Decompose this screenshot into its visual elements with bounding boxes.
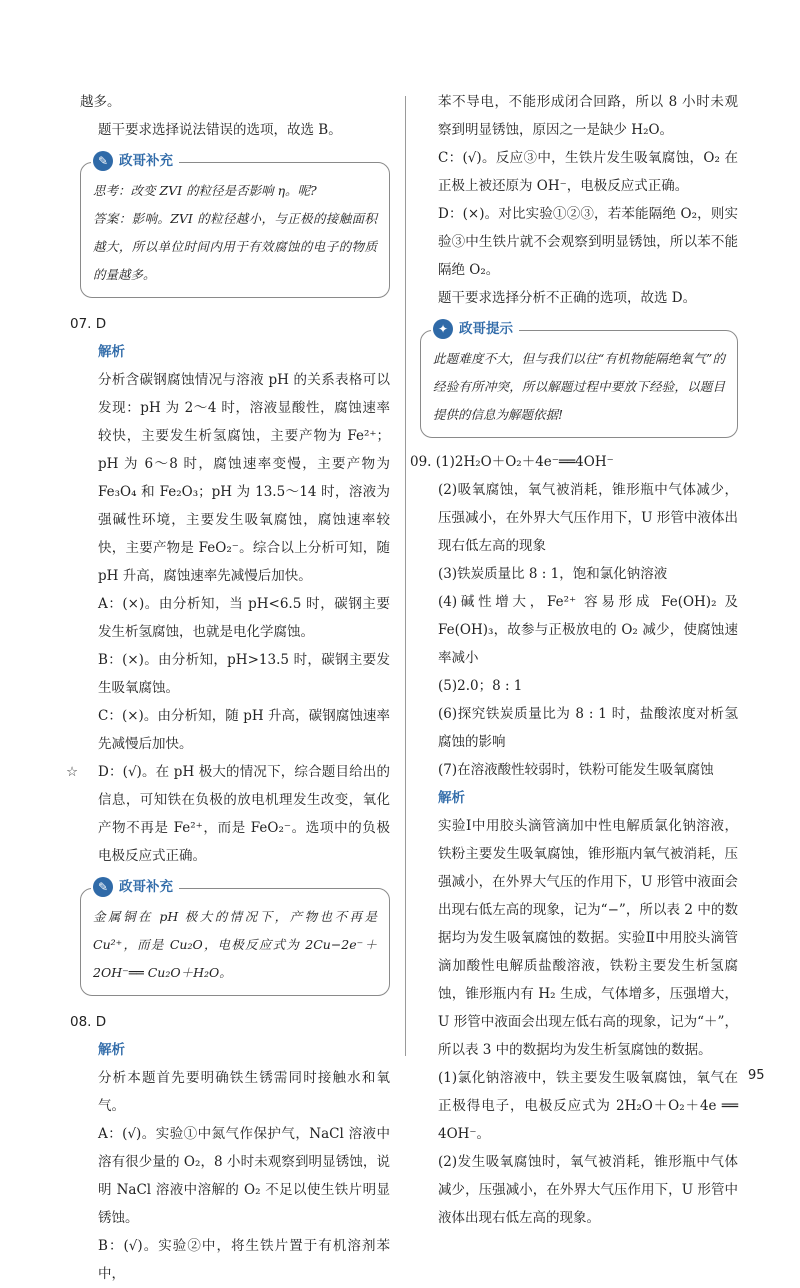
text-paragraph: 题干要求选择分析不正确的选项，故选 D。 xyxy=(438,290,697,306)
lightbulb-icon: ✦ xyxy=(433,319,453,339)
answer-line: (5)2.0；8 : 1 xyxy=(438,678,523,694)
answer-line: (3)铁炭质量比 8 : 1，饱和氯化钠溶液 xyxy=(438,566,668,582)
option-explanation xyxy=(66,758,390,870)
text-paragraph: 分析本题首先要明确铁生锈需同时接触水和氧气。 xyxy=(98,1070,390,1114)
text-paragraph: 实验Ⅰ中用胶头滴管滴加中性电解质氯化钠溶液，铁粉主要发生吸氧腐蚀，锥形瓶内氧气被消耗，压强减小，在外界大气压的作用下，U 形管中液面会出现右低左高的现象，记为“−”，所以表 2 中的数据均为发生吸氧腐蚀的数据。实验Ⅱ中用胶头滴管滴加酸性电解质盐酸溶液，铁粉主要发生析氢腐蚀，锥形瓶内有 H₂ 生成，气体增多，压强增大，U 形管中液面会出现左低右高的现象，记为“＋”，所以表 3 中的数据均为发生析氢腐蚀的数据。 xyxy=(438,818,738,1058)
note-icon: ✎ xyxy=(93,877,113,897)
answer-line: (7)在溶液酸性较弱时，铁粉可能发生吸氧腐蚀 xyxy=(438,762,714,778)
answer-line: 09. (1)2H₂O＋O₂＋4e⁻══4OH⁻ xyxy=(410,454,614,470)
column-divider xyxy=(405,96,406,1056)
question-number: 08. D xyxy=(70,1014,107,1030)
note-icon: ✎ xyxy=(93,151,113,171)
option-explanation: B：(×)。由分析知，pH>13.5 时，碳钢主要发生吸氧腐蚀。 xyxy=(98,652,390,696)
tip-text: 金属铜在 pH 极大的情况下，产物也不再是 Cu²⁺，而是 Cu₂O，电极反应式为 2Cu−2e⁻＋2OH⁻══ Cu₂O＋H₂O。 xyxy=(93,909,377,980)
tip-box-title xyxy=(91,876,179,898)
right-column xyxy=(410,88,738,1232)
option-text: D：(√)。在 pH 极大的情况下，综合题目给出的信息，可知铁在负极的放电机理发生改变，氧化产物不再是 Fe²⁺，而是 FeO₂⁻。选项中的负极电极反应式正确。 xyxy=(98,764,390,864)
tip-box-label: 政哥补充 xyxy=(119,153,173,169)
left-column xyxy=(66,88,390,1288)
option-explanation: C：(×)。由分析知，随 pH 升高，碳钢腐蚀速率先减慢后加快。 xyxy=(98,708,390,752)
option-explanation: D：(×)。对比实验①②③，若苯能隔绝 O₂，则实验③中生铁片就不会观察到明显锈蚀，所以苯不能隔绝 O₂。 xyxy=(438,206,738,278)
answer-line: (6)探究铁炭质量比为 8 : 1 时，盐酸浓度对析氢腐蚀的影响 xyxy=(438,706,738,750)
tip-text: 答案：影响。ZVI 的粒径越小，与正极的接触面积越大，所以单位时间内用于有效腐蚀的电子的物质的量越多。 xyxy=(93,211,377,282)
analysis-heading: 解析 xyxy=(98,1042,125,1058)
tip-box-title xyxy=(91,150,179,172)
text-paragraph: 苯不导电，不能形成闭合回路，所以 8 小时未观察到明显锈蚀，原因之一是缺少 H₂O。 xyxy=(438,94,738,138)
answer-line: (2)吸氧腐蚀，氧气被消耗，锥形瓶中气体减少，压强减小，在外界大气压作用下，U 形管中液体出现右低左高的现象 xyxy=(438,482,738,554)
text-paragraph: 题干要求选择说法错误的选项，故选 B。 xyxy=(98,122,342,138)
page-number: 95 xyxy=(748,1068,765,1083)
tip-box xyxy=(80,879,390,996)
option-explanation: B：(√)。实验②中，将生铁片置于有机溶剂苯中， xyxy=(98,1238,390,1282)
analysis-heading: 解析 xyxy=(98,344,125,360)
tip-box xyxy=(80,153,390,298)
tip-text: 思考：改变 ZVI 的粒径是否影响 η。呢? xyxy=(93,183,317,198)
hint-box xyxy=(420,321,738,438)
text-paragraph: (2)发生吸氧腐蚀时，氧气被消耗，锥形瓶中气体减少，压强减小，在外界大气压作用下，U 形管中液体出现右低左高的现象。 xyxy=(438,1154,738,1226)
analysis-heading: 解析 xyxy=(438,790,465,806)
option-explanation: A：(√)。实验①中氮气作保护气，NaCl 溶液中溶有很少量的 O₂，8 小时未观察到明显锈蚀，说明 NaCl 溶液中溶解的 O₂ 不足以使生铁片明显锈蚀。 xyxy=(98,1126,390,1226)
text-paragraph: 越多。 xyxy=(80,94,121,110)
star-icon: ☆ xyxy=(66,764,79,780)
answer-line: (4)碱性增大，Fe²⁺ 容易形成 Fe(OH)₂ 及 Fe(OH)₃，故参与正极放电的 O₂ 减少，使腐蚀速率减小 xyxy=(438,594,738,666)
hint-box-title xyxy=(431,318,519,340)
question-number: 07. D xyxy=(70,316,107,332)
tip-box-label: 政哥补充 xyxy=(119,879,173,895)
text-paragraph: 分析含碳钢腐蚀情况与溶液 pH 的关系表格可以发现：pH 为 2～4 时，溶液显酸性，腐蚀速率较快，主要发生析氢腐蚀，主要产物为 Fe²⁺；pH 为 6～8 时，腐蚀速率变慢，主要产物为 Fe₃O₄ 和 Fe₂O₃；pH 为 13.5～14 时，溶液为强碱性环境，主要发生吸氧腐蚀，腐蚀速率较快，主要产物是 FeO₂⁻。综合以上分析可知，随 pH 升高，腐蚀速率先减慢后加快。 xyxy=(98,372,390,584)
hint-text: 此题难度不大，但与我们以往“有机物能隔绝氧气”的经验有所冲突，所以解题过程中要放下经验，以题目提供的信息为解题依据! xyxy=(433,351,725,422)
text-paragraph: (1)氯化钠溶液中，铁主要发生吸氧腐蚀，氧气在正极得电子，电极反应式为 2H₂O＋O₂＋4e ══ 4OH⁻。 xyxy=(438,1070,738,1142)
option-explanation: A：(×)。由分析知，当 pH<6.5 时，碳钢主要发生析氢腐蚀，也就是电化学腐蚀。 xyxy=(98,596,390,640)
hint-box-label: 政哥提示 xyxy=(459,321,513,337)
option-explanation: C：(√)。反应③中，生铁片发生吸氧腐蚀，O₂ 在正极上被还原为 OH⁻，电极反应式正确。 xyxy=(438,150,738,194)
